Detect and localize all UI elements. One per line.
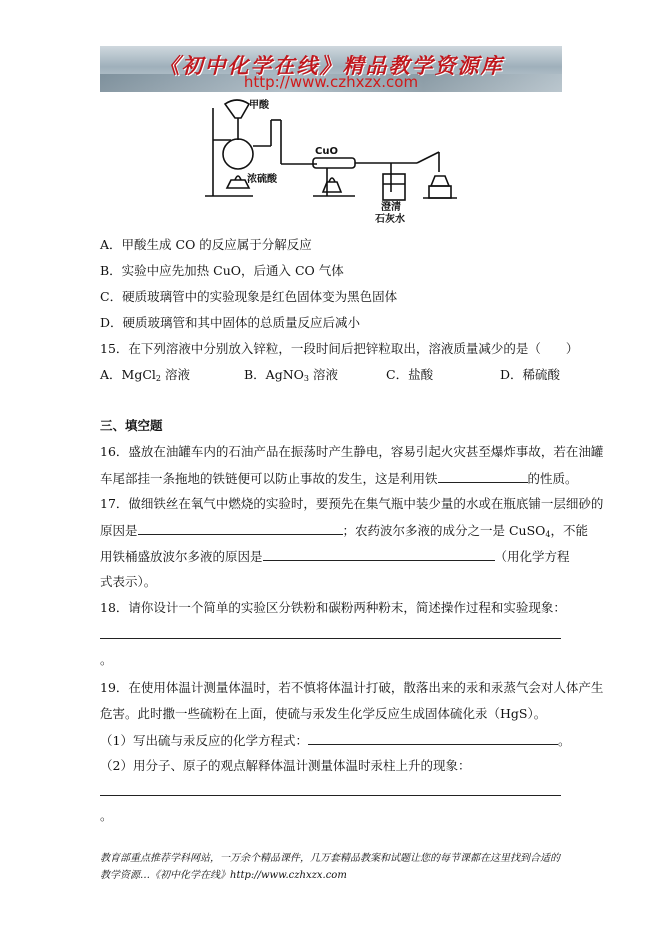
q16-text-post: 的性质。 bbox=[527, 471, 578, 486]
q18-end: 。 bbox=[100, 652, 113, 667]
option-b: B．实验中应先加热 CuO，后通入 CO 气体 bbox=[100, 263, 344, 278]
q17-line4: 式表示）。 bbox=[100, 574, 157, 589]
label-cuo: CuO bbox=[315, 146, 338, 157]
banner-url[interactable]: http://www.czhxzx.com bbox=[243, 73, 419, 91]
q16-answer-blank[interactable] bbox=[438, 470, 528, 483]
q19-answer-blank-1[interactable] bbox=[308, 732, 558, 745]
q15-option-c: C．盐酸 bbox=[386, 367, 434, 382]
q17-line3-post: （用化学方程 bbox=[494, 549, 570, 564]
q17-answer-blank-1[interactable] bbox=[138, 522, 343, 535]
q19-end: 。 bbox=[100, 808, 113, 823]
label-limewater-2: 石灰水 bbox=[375, 214, 405, 224]
q19-answer-line[interactable] bbox=[100, 795, 561, 796]
q19-sub1-pre: （1）写出硫与汞反应的化学方程式： bbox=[100, 733, 308, 748]
q19-line2: 危害。此时撒一些硫粉在上面，使硫与汞发生化学反应生成固体硫化汞（HgS）。 bbox=[100, 706, 547, 721]
q19-sub2: （2）用分子、原子的观点解释体温计测量体温时汞柱上升的现象： bbox=[100, 758, 471, 773]
banner-title: 《初中化学在线》精品教学资源库 bbox=[158, 53, 504, 78]
q15-a-text: A．MgCl bbox=[100, 367, 156, 382]
q15-option-a bbox=[100, 367, 190, 387]
q15-a-post: 溶液 bbox=[160, 367, 190, 382]
q19-sub1 bbox=[100, 732, 570, 749]
q15-b-sub: 3 bbox=[303, 374, 309, 383]
q18-answer-line[interactable] bbox=[100, 638, 561, 639]
footer-line2 bbox=[100, 869, 347, 882]
label-limewater-1: 澄清 bbox=[381, 202, 401, 213]
header-banner bbox=[100, 46, 562, 92]
q17-line3 bbox=[100, 548, 570, 565]
q16-line2 bbox=[100, 470, 578, 487]
q15-option-b bbox=[244, 367, 338, 387]
option-a: A．甲酸生成 CO 的反应属于分解反应 bbox=[100, 237, 312, 252]
q15-b-post: 溶液 bbox=[309, 367, 338, 382]
q16-line1: 16．盛放在油罐车内的石油产品在振荡时产生静电，容易引起火灾甚至爆炸事故，若在油罐 bbox=[100, 444, 604, 459]
label-formic-acid: 甲酸 bbox=[249, 100, 269, 111]
q15-b-text: B．AgNO bbox=[244, 367, 304, 382]
q17-text-mid: ；农药波尔多液的成分之一是 CuSO bbox=[342, 523, 546, 538]
q16-text-pre: 车尾部挂一条拖地的铁链便可以防止事故的发生，这是利用铁 bbox=[100, 471, 438, 486]
q17-answer-blank-2[interactable] bbox=[263, 548, 495, 561]
q15-a-sub: 2 bbox=[155, 374, 161, 383]
q19-line1: 19．在使用体温计测量体温时，若不慎将体温计打破，散落出来的汞和汞蒸气会对人体产生 bbox=[100, 680, 604, 695]
q17-text-pre: 原因是 bbox=[100, 523, 138, 538]
footer-url[interactable]: http://www.czhxzx.com bbox=[230, 870, 347, 881]
footer-line1: 教育部重点推荐学科网站，一万余个精品课件，几万套精品教案和试题让您的每节课都在这里找到合适的 bbox=[100, 853, 560, 864]
option-d: D．硬质玻璃管和其中固体的总质量反应后减小 bbox=[100, 315, 361, 330]
q19-sub1-post: 。 bbox=[557, 733, 571, 748]
q15-stem: 15．在下列溶液中分别放入锌粒，一段时间后把锌粒取出，溶液质量减少的是（ ） bbox=[100, 341, 579, 356]
q17-line3-pre: 用铁桶盛放波尔多液的原因是 bbox=[100, 549, 263, 564]
section-title: 三、填空题 bbox=[100, 418, 163, 433]
apparatus-figure bbox=[205, 96, 460, 224]
q17-sub: 4 bbox=[545, 530, 551, 539]
q17-text-post: ，不能 bbox=[550, 523, 589, 538]
label-conc-sulfuric: 浓硫酸 bbox=[247, 174, 277, 185]
option-c: C．硬质玻璃管中的实验现象是红色固体变为黑色固体 bbox=[100, 289, 398, 304]
q18-stem: 18．请你设计一个简单的实验区分铁粉和碳粉两种粉末，简述操作过程和实验现象： bbox=[100, 600, 566, 615]
q15-option-d: D．稀硫酸 bbox=[500, 367, 561, 382]
footer-text: 教学资源…《初中化学在线》 bbox=[100, 870, 230, 881]
q17-line1: 17．做细铁丝在氧气中燃烧的实验时，要预先在集气瓶中装少量的水或在瓶底铺一层细砂的 bbox=[100, 496, 604, 511]
q17-line2 bbox=[100, 522, 588, 543]
